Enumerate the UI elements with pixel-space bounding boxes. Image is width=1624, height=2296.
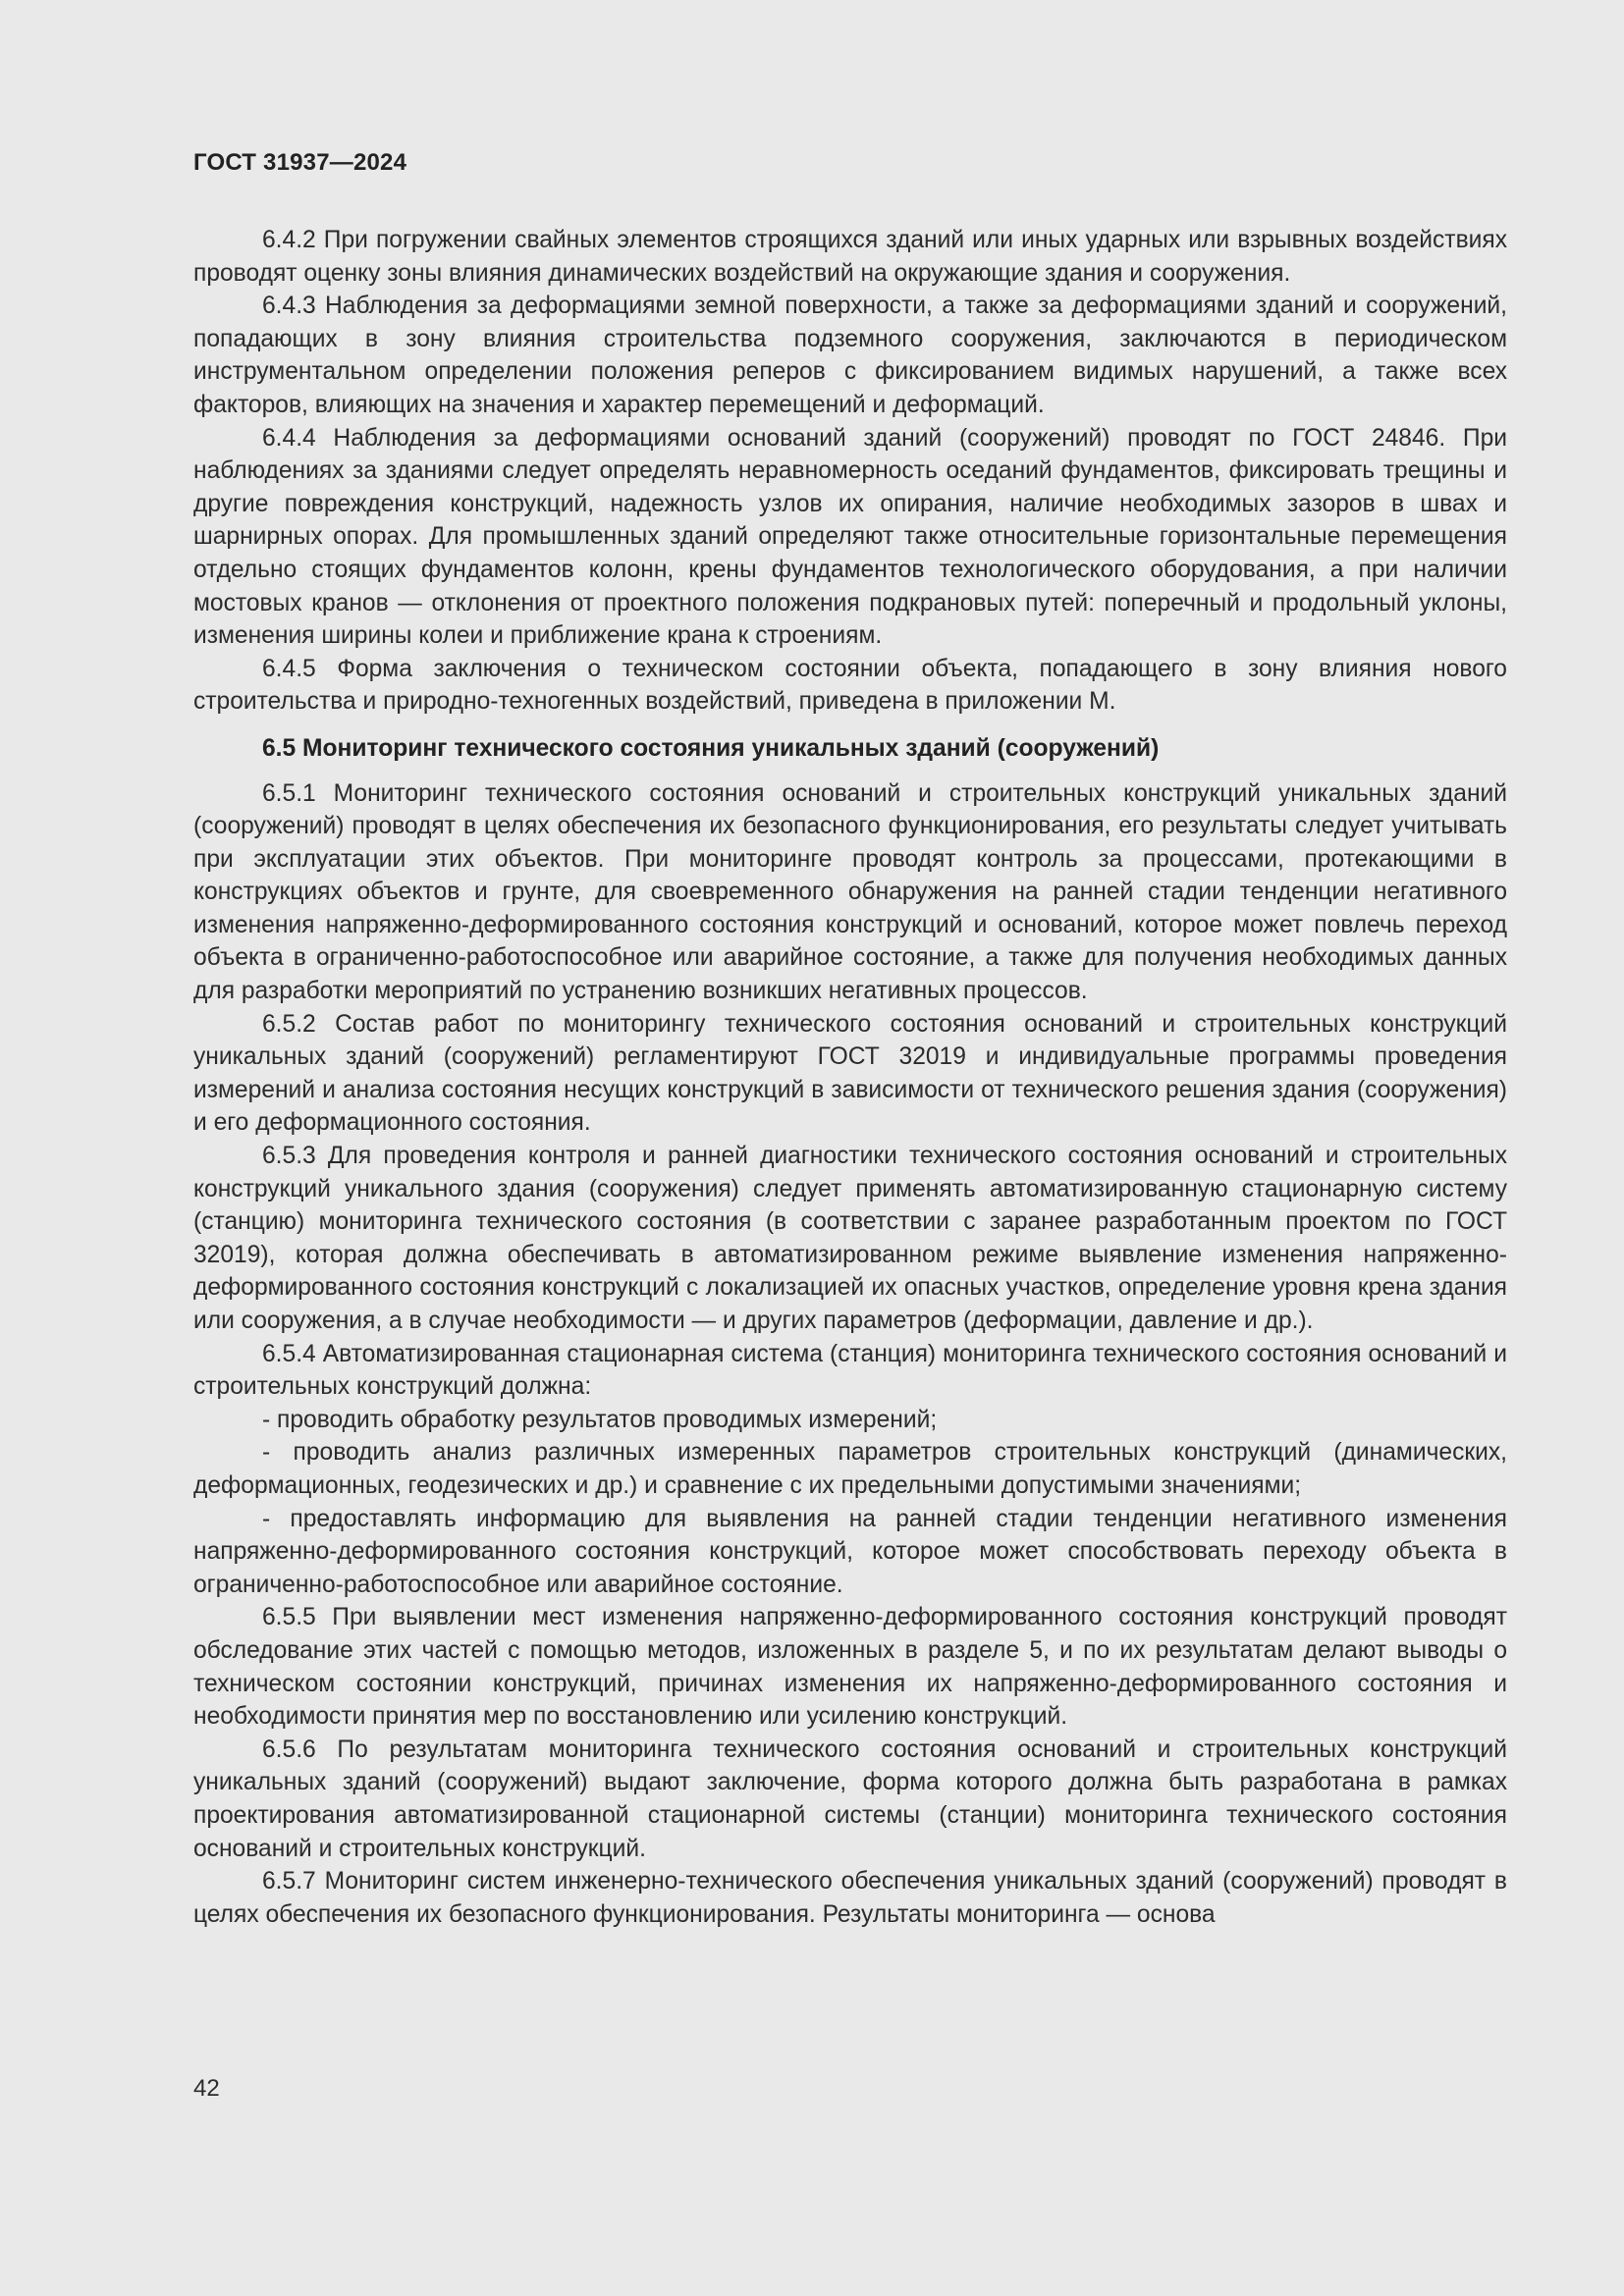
paragraph-6-5-5: 6.5.5 При выявлении мест изменения напряженно-деформированного состояния конструкций проводят обследование этих частей с помощью методов, изложенных в разделе 5, и по их результатам делают выводы о техническом состоянии конструкций, причинах изменения их напряженно-деформированного состояния и необходимости принятия мер по восстановлению или усилению конструкций. [193, 1604, 1507, 1731]
paragraph-6-4-2: 6.4.2 При погружении свайных элементов строящихся зданий или иных ударных или взрывных воздействиях проводят оценку зоны влияния динамических воздействий на окружающие здания и сооружения. [193, 227, 1507, 287]
paragraph-6-5-7: 6.5.7 Мониторинг систем инженерно-технического обеспечения уникальных зданий (сооружений) проводят в целях обеспечения их безопасного функционирования. Результаты мониторинга — основа [193, 1868, 1507, 1928]
section-heading-6-5: 6.5 Мониторинг технического состояния уникальных зданий (сооружений) [262, 734, 1160, 762]
paragraph-6-5-1: 6.5.1 Мониторинг технического состояния оснований и строительных конструкций уникальных зданий (сооружений) проводят в целях обеспечения их безопасного функционирования, его результаты следует учитывать при эксплуатации этих объектов. При мониторинге проводят контроль за процессами, протекающими в конструкциях объектов и грунте, для своевременного обнаружения на ранней стадии тенденции негативного изменения напряженно-деформированного состояния конструкций и оснований, которое может повлечь переход объекта в ограниченно-работоспособное или аварийное состояние, а также для получения необходимых данных для разработки мероприятий по устранению возникших негативных процессов. [193, 779, 1507, 1005]
paragraph-6-5-2: 6.5.2 Состав работ по мониторингу технического состояния оснований и строительных конструкций уникальных зданий (сооружений) регламентируют ГОСТ 32019 и индивидуальные программы проведения измерений и анализа состояния несущих конструкций в зависимости от технического решения здания (сооружения) и его деформационного состояния. [193, 1010, 1507, 1137]
paragraph-6-5-4: 6.5.4 Автоматизированная стационарная система (станция) мониторинга технического состояния оснований и строительных конструкций должна: [193, 1340, 1507, 1401]
paragraph-6-4-5: 6.4.5 Форма заключения о техническом состоянии объекта, попадающего в зону влияния нового строительства и природно-техногенных воздействий, приведена в приложении М. [193, 655, 1507, 716]
list-item: - проводить обработку результатов проводимых измерений; [262, 1406, 938, 1433]
list-item: - предоставлять информацию для выявления на ранней стадии тенденции негативного изменения напряженно-деформированного состояния конструкций, которое может способствовать переходу объекта в ограниченно-работоспособное или аварийное состояние. [193, 1505, 1507, 1598]
paragraph-6-5-3: 6.5.3 Для проведения контроля и ранней диагностики технического состояния оснований и строительных конструкций уникального здания (сооружения) следует применять автоматизированную стационарную систему (станцию) мониторинга технического состояния (в соответствии с заранее разработанным проектом по ГОСТ 32019), которая должна обеспечивать в автоматизированном режиме выявление изменения напряженно-деформированного состояния конструкций с локализацией их опасных участков, определение уровня крена здания или сооружения, а в случае необходимости — и других параметров (деформации, давление и др.). [193, 1143, 1507, 1334]
paragraph-6-5-6: 6.5.6 По результатам мониторинга технического состояния оснований и строительных конструкций уникальных зданий (сооружений) выдают заключение, форма которого должна быть разработана в рамках проектирования автоматизированной стационарной системы (станции) мониторинга технического состояния оснований и строительных конструкций. [193, 1735, 1507, 1862]
paragraph-6-4-3: 6.4.3 Наблюдения за деформациями земной поверхности, а также за деформациями зданий и сооружений, попадающих в зону влияния строительства подземного сооружения, заключаются в периодическом инструментальном определении положения реперов с фиксированием видимых нарушений, а также всех факторов, влияющих на значения и характер перемещений и деформаций. [193, 293, 1507, 418]
document-body [193, 224, 1507, 1931]
page-number: 42 [193, 2075, 220, 2102]
standard-header: ГОСТ 31937—2024 [193, 149, 407, 176]
list-item: - проводить анализ различных измеренных параметров строительных конструкций (динамических, деформационных, геодезических и др.) и сравнение с их предельными допустимыми значениями; [193, 1439, 1507, 1499]
paragraph-6-4-4: 6.4.4 Наблюдения за деформациями оснований зданий (сооружений) проводят по ГОСТ 24846. При наблюдениях за зданиями следует определять неравномерность оседаний фундаментов, фиксировать трещины и другие повреждения конструкций, надежность узлов их опирания, наличие необходимых зазоров в швах и шарнирных опорах. Для промышленных зданий определяют также относительные горизонтальные перемещения отдельно стоящих фундаментов колонн, крены фундаментов технологического оборудования, а при наличии мостовых кранов — отклонения от проектного положения подкрановых путей: поперечный и продольный уклоны, изменения ширины колеи и приближение крана к строениям. [193, 424, 1507, 650]
